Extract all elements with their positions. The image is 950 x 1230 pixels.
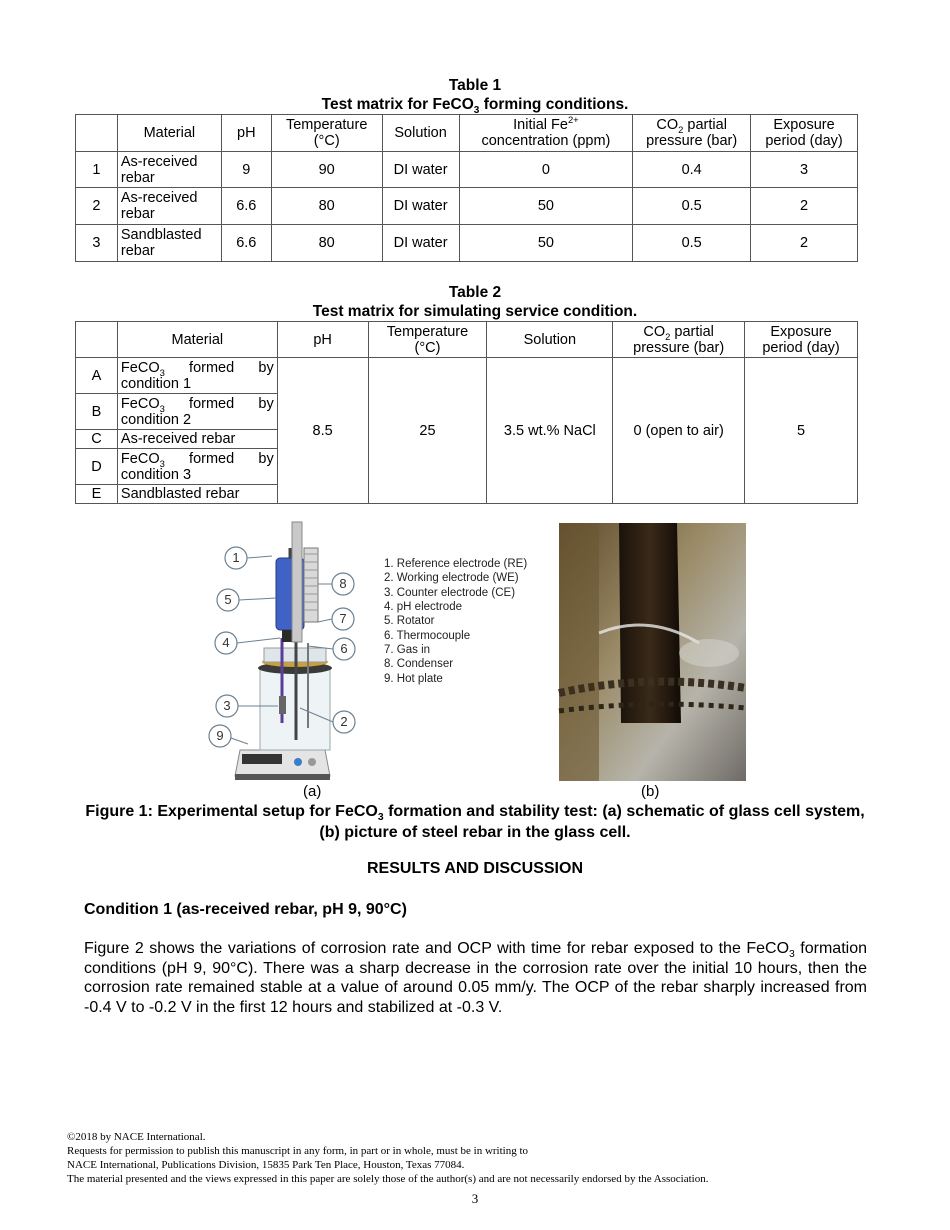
footer-line: ©2018 by NACE International. [67, 1131, 206, 1143]
figure-label-a: (a) [303, 783, 322, 800]
table1-header-temperature: Temperature (°C) [271, 115, 382, 152]
table2-co2: 0 (open to air) [613, 358, 745, 504]
table-row: E Sandblasted rebar [76, 485, 858, 504]
legend-item: 5. Rotator [384, 615, 435, 627]
callout-6: 6 [340, 641, 348, 656]
subsection-heading: Condition 1 (as-received rebar, pH 9, 90°C) [84, 901, 407, 918]
table1-header-fe: Initial $Fe^{2+}$ concentration (ppm) [459, 115, 633, 152]
table2-header-ph: pH [277, 322, 368, 358]
footer [67, 1130, 708, 1186]
callout-4: 4 [222, 635, 230, 650]
table-row: A FeCO$_3$ formed by condition 1 8.5 25 3.5 wt.% NaCl 0 (open to air) 5 [76, 358, 858, 394]
table2-solution: 3.5 wt.% NaCl [487, 358, 613, 504]
legend-item: 7. Gas in [384, 644, 431, 656]
condenser-illustration [292, 522, 318, 642]
footer-line: NACE International, Publications Division, 15835 Park Ten Place, Houston, Texas 77084. [67, 1159, 465, 1171]
legend-item: 4. pH electrode [384, 601, 462, 613]
table-row: B FeCO$_3$ formed by condition 2 [76, 394, 858, 430]
figure1-caption: Figure 1: Experimental setup for FeCO$_3$ formation and stability test: (a) schematic of glass cell system, (b) picture of steel rebar in the glass cell. [85, 803, 865, 841]
table2-ph: 8.5 [277, 358, 368, 504]
table2-header-row [76, 322, 858, 358]
table-row: D FeCO$_3$ formed by condition 3 [76, 449, 858, 485]
table-row: 1 As-received rebar 9 90 DI water 0 0.4 3 [76, 152, 858, 188]
table2-header-temperature: Temperature (°C) [368, 322, 487, 358]
legend-item: 9. Hot plate [384, 673, 443, 685]
body-paragraph: Figure 2 shows the variations of corrosion rate and OCP with time for rebar exposed to the FeCO$_3$ formation conditions (pH 9, 90°C). There was a sharp decrease in the corrosion rate over the initial 10 hours, then the corrosion rate remained stable at a value of around 0.05 mm/y. The OCP of the rebar sharply increased from -0.4 V to -0.2 V in the first 12 hours and stabilized at -0.3 V. [84, 940, 868, 1016]
rebar-photo [559, 523, 746, 781]
footer-line: The material presented and the views expressed in this paper are solely those of the author(s) and are not necessarily endorsed by the Association. [67, 1173, 709, 1185]
table1-header-row [76, 115, 858, 152]
section-heading: RESULTS AND DISCUSSION [366, 860, 583, 877]
hot-plate-illustration [235, 750, 330, 780]
table1 [75, 114, 858, 262]
table2 [75, 321, 858, 504]
callout-2: 2 [340, 714, 348, 729]
callout-1: 1 [232, 550, 240, 565]
table1-header-material: Material [117, 115, 221, 152]
table1-header-co2: $CO_2$ partial pressure (bar) [633, 115, 751, 152]
callout-8: 8 [339, 576, 347, 591]
legend-item: 3. Counter electrode (CE) [384, 587, 516, 599]
table2-header-material: Material [117, 322, 277, 358]
table1-subtitle: Test matrix for FeCO$_3$ forming conditions. [321, 96, 629, 117]
legend-item: 2. Working electrode (WE) [384, 572, 519, 584]
table2-header-solution: Solution [487, 322, 613, 358]
table-row: 3 Sandblasted rebar 6.6 80 DI water 50 0.5 2 [76, 225, 858, 262]
table2-header-co2: $CO_2$ partial pressure (bar) [613, 322, 745, 358]
legend-item: 6. Thermocouple [384, 630, 471, 642]
table2-temperature: 25 [368, 358, 487, 504]
page-number: 3 [471, 1191, 479, 1206]
table1-header-ph: pH [221, 115, 271, 152]
table1-title: Table 1 [448, 77, 502, 94]
table1-header-solution: Solution [382, 115, 459, 152]
table2-title: Table 2 [448, 284, 502, 301]
table2-header-exposure: Exposure period (day) [745, 322, 858, 358]
table-row: 2 As-received rebar 6.6 80 DI water 50 0.5 2 [76, 188, 858, 225]
figure-legend [384, 558, 527, 685]
figure-label-b: (b) [641, 783, 660, 800]
callout-9: 9 [216, 728, 224, 743]
table2-exposure: 5 [745, 358, 858, 504]
footer-line: Requests for permission to publish this manuscript in any form, in part or in whole, must be in writing to [67, 1145, 529, 1157]
callout-7: 7 [339, 611, 347, 626]
glass-cell-schematic [200, 518, 528, 788]
table2-subtitle: Test matrix for simulating service condition. [312, 303, 638, 320]
table-row: C As-received rebar [76, 430, 858, 449]
table1-header-exposure: Exposure period (day) [751, 115, 858, 152]
legend-item: 1. Reference electrode (RE) [384, 558, 528, 570]
legend-item: 8. Condenser [384, 658, 454, 670]
callout-5: 5 [224, 592, 232, 607]
callout-3: 3 [223, 698, 231, 713]
